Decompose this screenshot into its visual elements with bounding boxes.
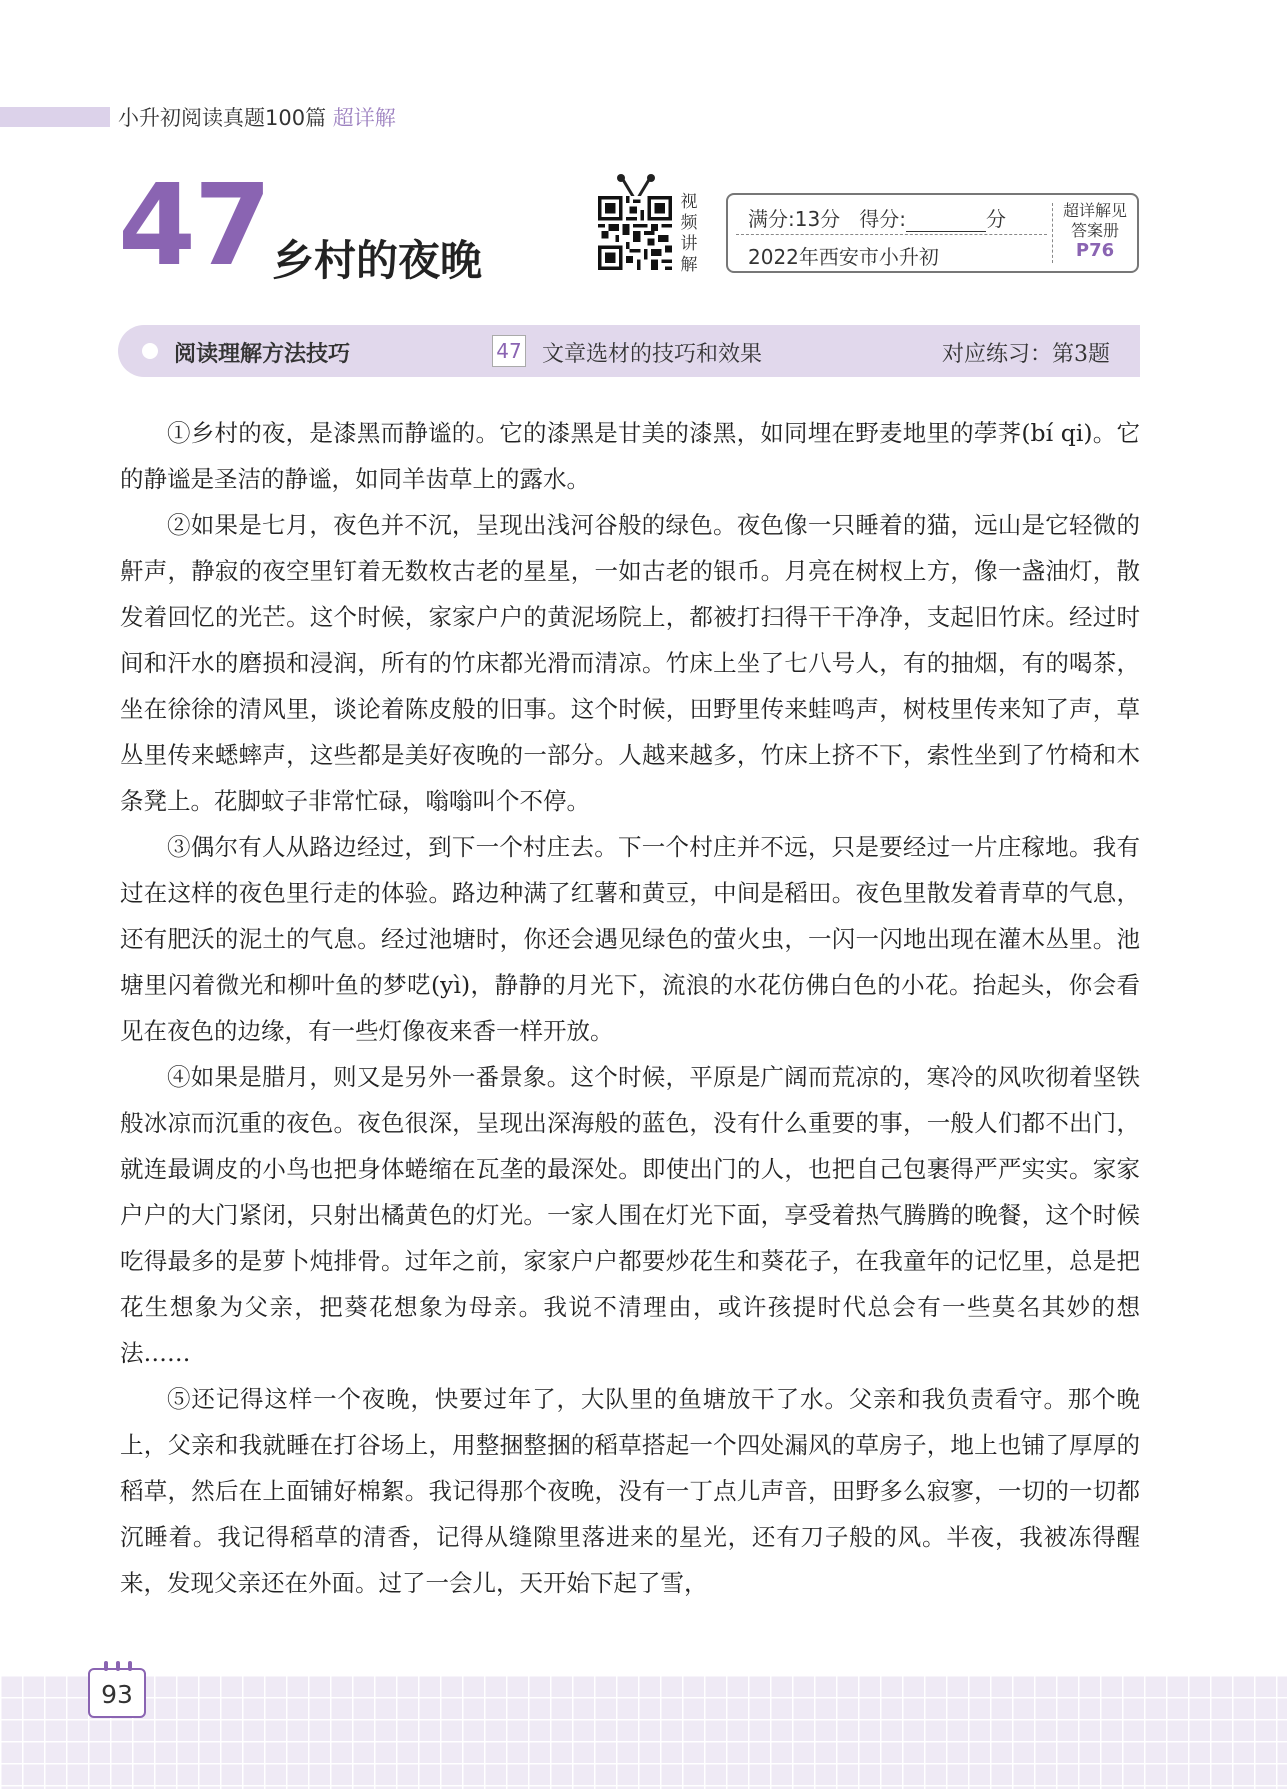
lesson-title: 乡村的夜晚 xyxy=(272,236,483,285)
answer-line-1: 超详解见 xyxy=(1062,201,1127,220)
video-label-char: 视 xyxy=(680,192,698,212)
article-body xyxy=(120,410,1140,1606)
tips-number-badge: 47 xyxy=(492,335,526,367)
lesson-number: 47 xyxy=(118,161,270,291)
paragraph-5: ⑤还记得这样一个夜晚，快要过年了，大队里的鱼塘放干了水。父亲和我负责看守。那个晚上，父亲和我就睡在打谷场上，用整捆整捆的稻草搭起一个四处漏风的草房子，地上也铺了厚厚的稻草，然后在上面铺好棉絮。我记得那个夜晚，没有一丁点儿声音，田野多么寂寥，一切的一切都沉睡着。我记得稻草的清香，记得从缝隙里落进来的星光，还有刀子般的风。半夜，我被冻得醒来，发现父亲还在外面。过了一会儿，天开始下起了雪， xyxy=(120,1385,1140,1597)
score-box xyxy=(726,193,1139,273)
exam-source: 2022年西安市小升初 xyxy=(748,245,939,269)
video-label-char: 频 xyxy=(680,213,698,233)
paragraph-4: ④如果是腊月，则又是另外一番景象。这个时候，平原是广阔而荒凉的，寒冷的风吹彻着坚铁般冰凉而沉重的夜色。夜色很深，呈现出深海般的蓝色，没有什么重要的事，一般人们都不出门，就连最调皮的小鸟也把身体蜷缩在瓦垄的最深处。即使出门的人，也把自己包裹得严严实实。家家户户的大门紧闭，只射出橘黄色的灯光。一家人围在灯光下面，享受着热气腾腾的晚餐，这个时候吃得最多的是萝卜炖排骨。过年之前，家家户户都要炒花生和葵花子，在我童年的记忆里，总是把花生想象为父亲，把葵花想象为母亲。我说不清理由，或许孩提时代总会有一些莫名其妙的想法…… xyxy=(120,1063,1140,1367)
paragraph-1: ①乡村的夜，是漆黑而静谧的。它的漆黑是甘美的漆黑，如同埋在野麦地里的荸荠(bí qi)。它的静谧是圣洁的静谧，如同羊齿草上的露水。 xyxy=(120,419,1140,493)
score-unit: 分 xyxy=(986,207,1007,231)
page-number-box xyxy=(88,1668,146,1718)
header-accent-bar xyxy=(0,107,110,127)
calendar-rings-icon xyxy=(100,1661,136,1671)
video-label-char: 讲 xyxy=(680,234,698,254)
video-explanation-label xyxy=(678,192,700,276)
bullet-dot-icon xyxy=(142,343,158,359)
footer-grid-band xyxy=(0,1675,1287,1789)
paragraph-2: ②如果是七月，夜色并不沉，呈现出浅河谷般的绿色。夜色像一只睡着的猫，远山是它轻微的鼾声，静寂的夜空里钉着无数枚古老的星星，一如古老的银币。月亮在树杈上方，像一盏油灯，散发着回忆的光芒。这个时候，家家户户的黄泥场院上，都被打扫得干干净净，支起旧竹床。经过时间和汗水的磨损和浸润，所有的竹床都光滑而清凉。竹床上坐了七八号人，有的抽烟，有的喝茶，坐在徐徐的清风里，谈论着陈皮般的旧事。这个时候，田野里传来蛙鸣声，树枝里传来知了声，草丛里传来蟋蟀声，这些都是美好夜晚的一部分。人越来越多，竹床上挤不下，索性坐到了竹椅和木条凳上。花脚蚊子非常忙碌，嗡嗡叫个不停。 xyxy=(120,511,1140,815)
video-label-char: 解 xyxy=(680,255,698,275)
full-score: 满分:13分 xyxy=(748,207,841,231)
tips-label: 阅读理解方法技巧 xyxy=(174,342,351,367)
book-title-main: 小升初阅读真题100篇 xyxy=(118,106,327,130)
score-got-label: 得分: xyxy=(859,207,907,231)
answer-page: P76 xyxy=(1075,240,1115,261)
score-divider xyxy=(736,234,1047,235)
answer-line-2: 答案册 xyxy=(1070,221,1119,240)
method-tips-band xyxy=(118,325,1140,377)
score-blank-field[interactable] xyxy=(906,213,986,232)
tips-topic: 文章选材的技巧和效果 xyxy=(542,342,763,367)
qr-code-icon[interactable] xyxy=(598,196,672,270)
paragraph-3: ③偶尔有人从路边经过，到下一个村庄去。下一个村庄并不远，只是要经过一片庄稼地。我有过在这样的夜色里行走的体验。路边种满了红薯和黄豆，中间是稻田。夜色里散发着青草的气息，还有肥沃的泥土的气息。经过池塘时，你还会遇见绿色的萤火虫，一闪一闪地出现在灌木丛里。池塘里闪着微光和柳叶鱼的梦呓(yì)，静静的月光下，流浪的水花仿佛白色的小花。抬起头，你会看见在夜色的边缘，有一些灯像夜来香一样开放。 xyxy=(120,833,1140,1045)
score-vertical-divider xyxy=(1052,203,1053,263)
score-row xyxy=(748,203,1006,232)
page-number: 93 xyxy=(101,1680,133,1709)
book-title-accent: 超详解 xyxy=(332,106,396,130)
book-title xyxy=(118,102,396,132)
answer-reference xyxy=(1057,201,1133,261)
practice-reference: 对应练习：第3题 xyxy=(942,342,1110,367)
